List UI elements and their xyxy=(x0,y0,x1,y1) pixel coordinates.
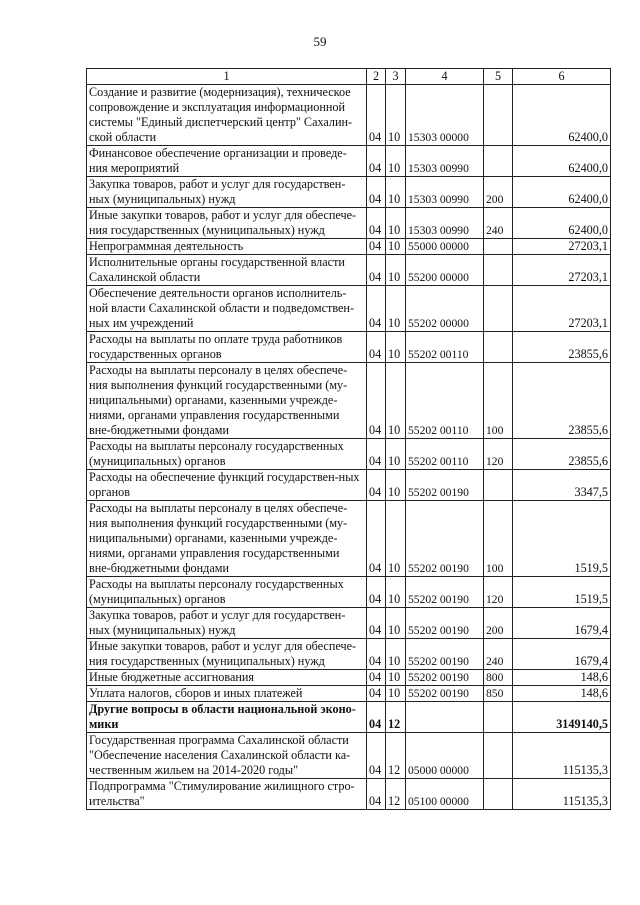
table-row xyxy=(87,608,611,639)
expense-name-cell: Расходы на выплаты персоналу в целях обеспече-ния выполнения функций государственными (му-ниципальными) органами, казенными учрежде-ниями, органами управления государственными вне-бюджетными фондами xyxy=(87,501,367,577)
expense-type-cell: 800 xyxy=(484,670,513,686)
section-code-cell: 04 xyxy=(367,639,386,670)
table-row xyxy=(87,363,611,439)
amount-cell: 27203,1 xyxy=(513,239,611,255)
expense-type-cell xyxy=(484,85,513,146)
target-article-cell: 15303 00990 xyxy=(406,177,484,208)
amount-cell: 23855,6 xyxy=(513,363,611,439)
expense-name-cell: Создание и развитие (модернизация), техническое сопровождение и эксплуатация информационной системы "Единый диспетчерский центр" Сахалин-ской области xyxy=(87,85,367,146)
section-code-cell: 04 xyxy=(367,779,386,810)
table-row xyxy=(87,208,611,239)
section-code-cell: 04 xyxy=(367,146,386,177)
expense-type-cell xyxy=(484,332,513,363)
amount-cell: 23855,6 xyxy=(513,439,611,470)
table-row xyxy=(87,686,611,702)
amount-cell: 62400,0 xyxy=(513,208,611,239)
column-header: 4 xyxy=(406,69,484,85)
column-header: 3 xyxy=(386,69,406,85)
target-article-cell xyxy=(406,702,484,733)
amount-cell: 62400,0 xyxy=(513,177,611,208)
section-code-cell: 04 xyxy=(367,733,386,779)
target-article-cell: 55200 00000 xyxy=(406,255,484,286)
page-number: 59 xyxy=(313,34,327,49)
section-code-cell: 04 xyxy=(367,255,386,286)
section-code-cell: 04 xyxy=(367,363,386,439)
table-row xyxy=(87,332,611,363)
subsection-code-cell: 10 xyxy=(386,470,406,501)
table-row xyxy=(87,286,611,332)
amount-cell: 1519,5 xyxy=(513,501,611,577)
amount-cell: 115135,3 xyxy=(513,733,611,779)
table-row xyxy=(87,670,611,686)
target-article-cell: 55202 00110 xyxy=(406,332,484,363)
expense-name-cell: Исполнительные органы государственной власти Сахалинской области xyxy=(87,255,367,286)
amount-cell: 1679,4 xyxy=(513,639,611,670)
expense-type-cell xyxy=(484,470,513,501)
subsection-code-cell: 10 xyxy=(386,577,406,608)
target-article-cell: 15303 00990 xyxy=(406,208,484,239)
expense-type-cell: 200 xyxy=(484,177,513,208)
amount-cell: 27203,1 xyxy=(513,286,611,332)
expense-type-cell: 100 xyxy=(484,501,513,577)
expense-name-cell: Расходы на выплаты персоналу государственных (муниципальных) органов xyxy=(87,439,367,470)
expense-name-cell: Закупка товаров, работ и услуг для государствен-ных (муниципальных) нужд xyxy=(87,177,367,208)
expense-name-cell: Иные бюджетные ассигнования xyxy=(87,670,367,686)
expense-type-cell: 120 xyxy=(484,439,513,470)
subsection-code-cell: 10 xyxy=(386,608,406,639)
subsection-code-cell: 12 xyxy=(386,702,406,733)
table-row xyxy=(87,577,611,608)
amount-cell: 62400,0 xyxy=(513,146,611,177)
table-body xyxy=(87,85,611,810)
table-row xyxy=(87,501,611,577)
subsection-code-cell: 10 xyxy=(386,332,406,363)
column-header: 5 xyxy=(484,69,513,85)
section-code-cell: 04 xyxy=(367,670,386,686)
subsection-code-cell: 10 xyxy=(386,670,406,686)
amount-cell: 3149140,5 xyxy=(513,702,611,733)
expense-type-cell: 120 xyxy=(484,577,513,608)
subsection-code-cell: 12 xyxy=(386,779,406,810)
table-row xyxy=(87,639,611,670)
target-article-cell: 55202 00110 xyxy=(406,363,484,439)
expense-name-cell: Иные закупки товаров, работ и услуг для обеспече-ния государственных (муниципальных) нужд xyxy=(87,208,367,239)
target-article-cell: 55202 00000 xyxy=(406,286,484,332)
target-article-cell: 05100 00000 xyxy=(406,779,484,810)
amount-cell: 23855,6 xyxy=(513,332,611,363)
section-code-cell: 04 xyxy=(367,470,386,501)
expense-type-cell: 240 xyxy=(484,639,513,670)
table-row xyxy=(87,177,611,208)
expense-name-cell: Уплата налогов, сборов и иных платежей xyxy=(87,686,367,702)
subsection-code-cell: 10 xyxy=(386,255,406,286)
section-code-cell: 04 xyxy=(367,702,386,733)
amount-cell: 27203,1 xyxy=(513,255,611,286)
expense-type-cell xyxy=(484,146,513,177)
section-code-cell: 04 xyxy=(367,577,386,608)
expense-type-cell: 100 xyxy=(484,363,513,439)
section-code-cell: 04 xyxy=(367,177,386,208)
target-article-cell: 15303 00990 xyxy=(406,146,484,177)
subsection-code-cell: 10 xyxy=(386,208,406,239)
table-row xyxy=(87,733,611,779)
section-code-cell: 04 xyxy=(367,239,386,255)
expense-type-cell xyxy=(484,702,513,733)
table-row xyxy=(87,779,611,810)
expense-name-cell: Расходы на выплаты по оплате труда работников государственных органов xyxy=(87,332,367,363)
table-row xyxy=(87,146,611,177)
target-article-cell: 55000 00000 xyxy=(406,239,484,255)
expense-name-cell: Расходы на выплаты персоналу государственных (муниципальных) органов xyxy=(87,577,367,608)
table-row xyxy=(87,470,611,501)
subsection-code-cell: 10 xyxy=(386,363,406,439)
expense-type-cell: 200 xyxy=(484,608,513,639)
expense-name-cell: Иные закупки товаров, работ и услуг для обеспече-ния государственных (муниципальных) нужд xyxy=(87,639,367,670)
amount-cell: 3347,5 xyxy=(513,470,611,501)
target-article-cell: 55202 00190 xyxy=(406,670,484,686)
section-code-cell: 04 xyxy=(367,208,386,239)
target-article-cell: 55202 00190 xyxy=(406,470,484,501)
section-code-cell: 04 xyxy=(367,286,386,332)
amount-cell: 115135,3 xyxy=(513,779,611,810)
target-article-cell: 55202 00190 xyxy=(406,608,484,639)
expense-type-cell xyxy=(484,779,513,810)
expense-type-cell xyxy=(484,239,513,255)
column-header: 1 xyxy=(87,69,367,85)
subsection-code-cell: 10 xyxy=(386,686,406,702)
subsection-code-cell: 10 xyxy=(386,501,406,577)
expense-name-cell: Расходы на выплаты персоналу в целях обеспече-ния выполнения функций государственными (му-ниципальными) органами, казенными учрежде-ниями, органами управления государственными вне-бюджетными фондами xyxy=(87,363,367,439)
amount-cell: 148,6 xyxy=(513,670,611,686)
expense-name-cell: Финансовое обеспечение организации и проведе-ния мероприятий xyxy=(87,146,367,177)
amount-cell: 148,6 xyxy=(513,686,611,702)
target-article-cell: 15303 00000 xyxy=(406,85,484,146)
section-code-cell: 04 xyxy=(367,85,386,146)
table-row xyxy=(87,239,611,255)
section-code-cell: 04 xyxy=(367,608,386,639)
target-article-cell: 55202 00190 xyxy=(406,639,484,670)
amount-cell: 62400,0 xyxy=(513,85,611,146)
subsection-code-cell: 12 xyxy=(386,733,406,779)
section-code-cell: 04 xyxy=(367,439,386,470)
subsection-code-cell: 10 xyxy=(386,286,406,332)
expense-name-cell: Расходы на обеспечение функций государствен-ных органов xyxy=(87,470,367,501)
subsection-code-cell: 10 xyxy=(386,439,406,470)
target-article-cell: 55202 00190 xyxy=(406,577,484,608)
expense-type-cell: 850 xyxy=(484,686,513,702)
expense-type-cell xyxy=(484,733,513,779)
column-header: 6 xyxy=(513,69,611,85)
subsection-code-cell: 10 xyxy=(386,639,406,670)
target-article-cell: 55202 00110 xyxy=(406,439,484,470)
section-code-cell: 04 xyxy=(367,501,386,577)
target-article-cell: 05000 00000 xyxy=(406,733,484,779)
subsection-code-cell: 10 xyxy=(386,239,406,255)
table-header-row xyxy=(87,69,611,85)
expense-name-cell: Закупка товаров, работ и услуг для государствен-ных (муниципальных) нужд xyxy=(87,608,367,639)
expense-name-cell: Другие вопросы в области национальной эконо-мики xyxy=(87,702,367,733)
section-code-cell: 04 xyxy=(367,686,386,702)
expense-type-cell xyxy=(484,286,513,332)
section-code-cell: 04 xyxy=(367,332,386,363)
subsection-code-cell: 10 xyxy=(386,85,406,146)
amount-cell: 1679,4 xyxy=(513,608,611,639)
column-header: 2 xyxy=(367,69,386,85)
expense-type-cell xyxy=(484,255,513,286)
expense-name-cell: Непрограммная деятельность xyxy=(87,239,367,255)
target-article-cell: 55202 00190 xyxy=(406,686,484,702)
expense-name-cell: Государственная программа Сахалинской области "Обеспечение населения Сахалинской области ка-чественным жильем на 2014-2020 годы" xyxy=(87,733,367,779)
table-row xyxy=(87,255,611,286)
target-article-cell: 55202 00190 xyxy=(406,501,484,577)
budget-table xyxy=(86,68,611,810)
expense-name-cell: Подпрограмма "Стимулирование жилищного стро-ительства" xyxy=(87,779,367,810)
expense-name-cell: Обеспечение деятельности органов исполнитель-ной власти Сахалинской области и подведомствен-ных им учреждений xyxy=(87,286,367,332)
subsection-code-cell: 10 xyxy=(386,177,406,208)
table-row xyxy=(87,702,611,733)
amount-cell: 1519,5 xyxy=(513,577,611,608)
table-row xyxy=(87,439,611,470)
expense-type-cell: 240 xyxy=(484,208,513,239)
subsection-code-cell: 10 xyxy=(386,146,406,177)
table-row xyxy=(87,85,611,146)
